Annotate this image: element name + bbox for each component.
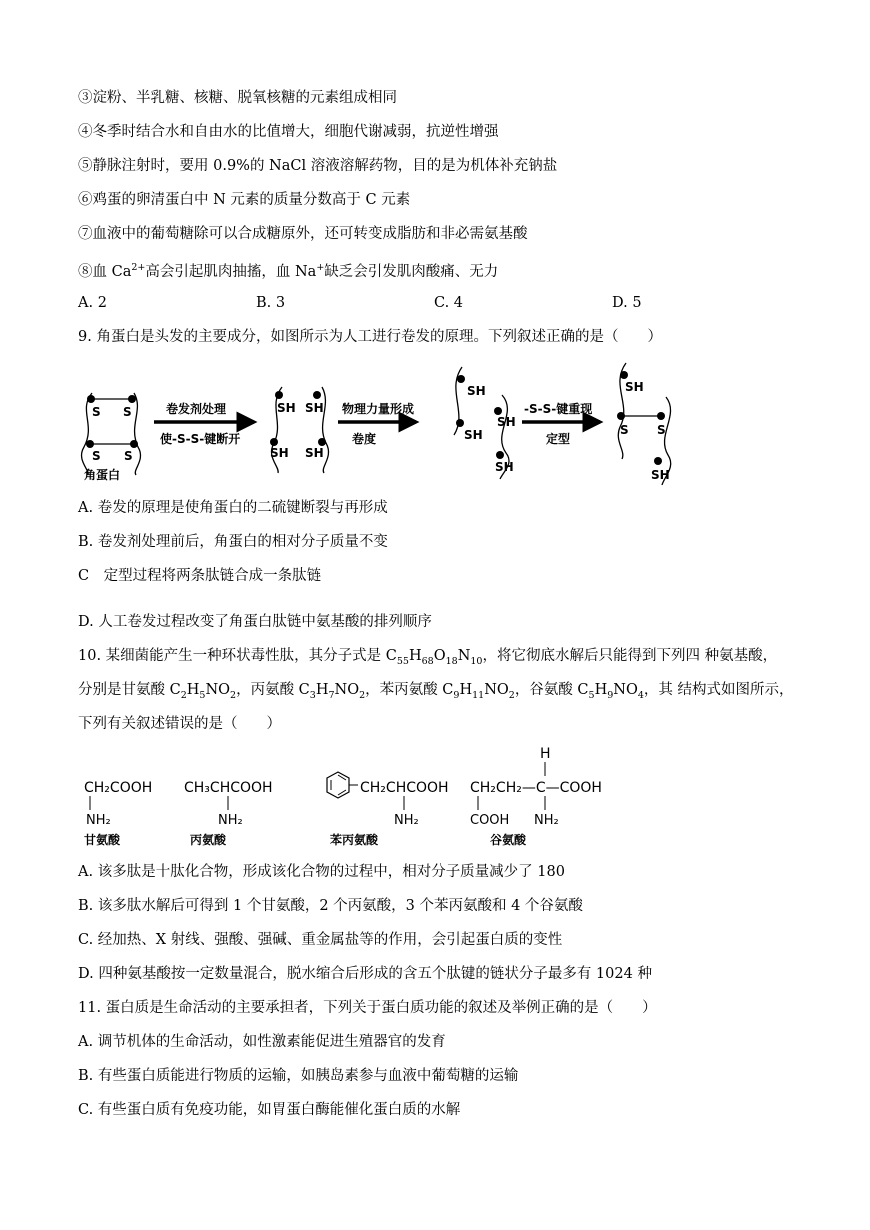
svg-text:使-S-S-键断开: 使-S-S-键断开 <box>160 432 241 446</box>
q10-option-b: B. 该多肽水解后可得到 1 个甘氨酸，2 个丙氨酸，3 个苯丙氨酸和 4 个谷氨酸 <box>78 898 583 914</box>
svg-text:S: S <box>620 423 629 437</box>
svg-text:CH₂CHCOOH: CH₂CHCOOH <box>360 780 449 796</box>
svg-text:NH₂: NH₂ <box>534 813 559 828</box>
svg-text:SH: SH <box>625 380 644 394</box>
svg-text:CH₂CH₂—C—COOH: CH₂CH₂—C—COOH <box>470 780 602 796</box>
keratin-curled <box>454 367 516 479</box>
svg-text:SH: SH <box>305 401 324 415</box>
svg-text:CH₃CHCOOH: CH₃CHCOOH <box>184 780 273 796</box>
q10-option-d: D. 四种氨基酸按一定数量混合，脱水缩合后形成的含五个肽键的链状分子最多有 1024 种 <box>78 966 652 982</box>
svg-text:S: S <box>92 405 101 419</box>
svg-text:H: H <box>540 746 551 762</box>
svg-text:丙氨酸: 丙氨酸 <box>190 833 227 847</box>
arrow-2 <box>338 401 416 446</box>
svg-text:S: S <box>124 449 133 463</box>
q8-statement-4: ④冬季时结合水和自由水的比值增大，细胞代谢减弱，抗逆性增强 <box>78 124 499 140</box>
q9-option-b: B. 卷发剂处理前后，角蛋白的相对分子质量不变 <box>78 534 388 550</box>
svg-text:S: S <box>92 449 101 463</box>
benzene-ring-icon <box>327 772 349 798</box>
q11-option-a: A. 调节机体的生命活动，如性激素能促进生殖器官的发育 <box>78 1034 446 1050</box>
svg-text:COOH: COOH <box>470 813 510 828</box>
q9-option-a: A. 卷发的原理是使角蛋白的二硫键断裂与再形成 <box>78 500 388 516</box>
svg-text:SH: SH <box>497 415 516 429</box>
svg-text:卷发剂处理: 卷发剂处理 <box>166 402 227 416</box>
q8-option-c: C. 4 <box>434 295 464 311</box>
q8-statement-7: ⑦血液中的葡萄糖除可以合成糖原外，还可转变成脂肪和非必需氨基酸 <box>78 226 528 242</box>
svg-text:谷氨酸: 谷氨酸 <box>490 833 527 847</box>
glutamic-acid-structure <box>470 746 602 847</box>
svg-text:SH: SH <box>467 384 486 398</box>
q8-statement-8: ⑧血 $Ca^{2+}$高会引起肌肉抽搐，血 Na+缺乏会引发肌肉酸痛、无力 <box>78 262 499 280</box>
q10-option-a: A. 该多肽是十肽化合物，形成该化合物的过程中，相对分子质量减少了 180 <box>78 864 565 880</box>
q10-option-c: C. 经加热、X 射线、强酸、强碱、重金属盐等的作用，会引起蛋白质的变性 <box>78 932 563 948</box>
keratin-broken <box>270 387 329 473</box>
svg-text:NH₂: NH₂ <box>86 813 111 828</box>
svg-text:NH₂: NH₂ <box>394 813 419 828</box>
q11-stem: 11. 蛋白质是生命活动的主要承担者，下列关于蛋白质功能的叙述及举例正确的是（ ） <box>78 1000 657 1016</box>
q11-option-b: B. 有些蛋白质能进行物质的运输，如胰岛素参与血液中葡萄糖的运输 <box>78 1068 519 1084</box>
svg-text:S: S <box>123 405 132 419</box>
q8-statement-5: ⑤静脉注射时，要用 0.9%的 NaCl 溶液溶解药物，目的是为机体补充钠盐 <box>78 158 558 174</box>
svg-text:S: S <box>657 423 666 437</box>
arrow-3 <box>522 401 600 446</box>
svg-text:卷度: 卷度 <box>352 432 377 446</box>
svg-text:CH₂COOH: CH₂COOH <box>84 780 153 796</box>
svg-text:甘氨酸: 甘氨酸 <box>84 833 121 847</box>
svg-text:NH₂: NH₂ <box>218 813 243 828</box>
arrow-1 <box>154 401 254 446</box>
svg-text:SH: SH <box>305 446 324 460</box>
keratin-initial <box>82 393 141 482</box>
q11-option-c: C. 有些蛋白质有免疫功能，如胃蛋白酶能催化蛋白质的水解 <box>78 1102 461 1118</box>
q9-option-c: C 定型过程将两条肽链合成一条肽链 <box>78 568 322 584</box>
q8-option-d: D. 5 <box>612 295 642 311</box>
q9-stem: 9. 角蛋白是头发的主要成分，如图所示为人工进行卷发的原理。下列叙述正确的是（ ） <box>78 329 662 345</box>
phenylalanine-structure <box>327 772 449 847</box>
q10-stem-line-1: 10. 某细菌能产生一种环状毒性肽，其分子式是 $C_{55}H_{68}O_{18}N_{10}$，将它彻底水解后只能得到下列四 种氨基酸， <box>78 648 778 667</box>
q8-statement-3: ③淀粉、半乳糖、核糖、脱氧核糖的元素组成相同 <box>78 90 397 106</box>
svg-text:SH: SH <box>651 468 670 482</box>
q10-stem-line-3: 下列有关叙述错误的是（ ） <box>78 716 281 732</box>
svg-text:苯丙氨酸: 苯丙氨酸 <box>330 833 379 847</box>
q10-stem-line-2: 分别是甘氨酸 $C_2H_5NO_2$，丙氨酸 $C_3H_7NO_2$，苯丙氨酸 $C_9H_{11}NO_2$，谷氨酸 $C_5H_9NO_4$，其 结构式如图所示， <box>78 682 794 701</box>
alanine-structure <box>184 780 273 847</box>
svg-text:定型: 定型 <box>546 432 571 446</box>
q9-option-d: D. 人工卷发过程改变了角蛋白肽链中氨基酸的排列顺序 <box>78 614 432 630</box>
svg-text:物理力量形成: 物理力量形成 <box>342 402 415 416</box>
q8-option-a: A. 2 <box>78 295 107 311</box>
q8-option-b: B. 3 <box>256 295 286 311</box>
svg-text:SH: SH <box>277 401 296 415</box>
keratin-set <box>617 363 671 485</box>
svg-text:-S-S-键重现: -S-S-键重现 <box>524 402 593 416</box>
amino-acid-structures-figure <box>78 742 638 852</box>
keratin-perm-figure <box>70 355 710 490</box>
svg-text:SH: SH <box>270 446 289 460</box>
glycine-structure <box>84 780 152 847</box>
svg-text:SH: SH <box>495 460 514 474</box>
keratin-label: 角蛋白 <box>84 468 121 482</box>
q8-statement-6: ⑥鸡蛋的卵清蛋白中 N 元素的质量分数高于 C 元素 <box>78 192 411 208</box>
svg-text:SH: SH <box>464 428 483 442</box>
